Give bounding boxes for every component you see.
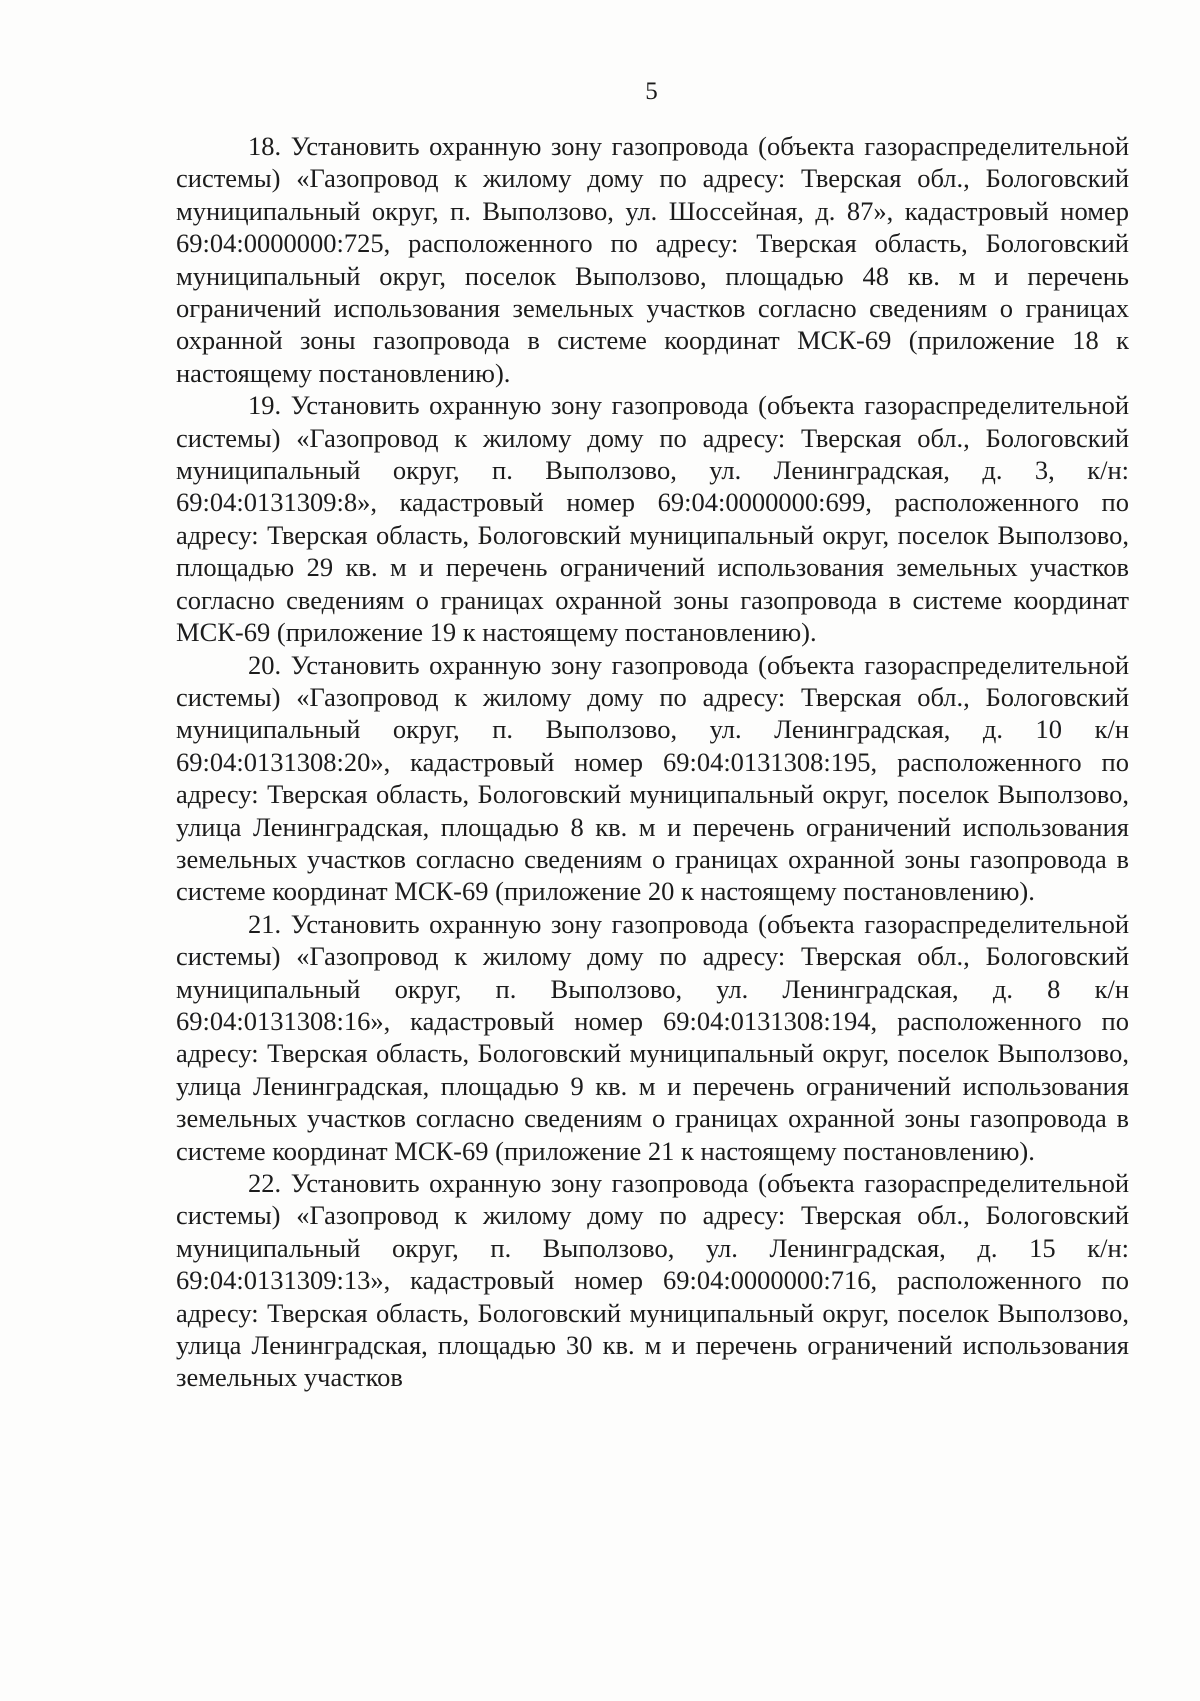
paragraph-19 — [176, 389, 1129, 648]
paragraph-18 — [176, 130, 1129, 389]
paragraph-number: 20. — [248, 649, 282, 680]
paragraph-text: Установить охранную зону газопровода (объекта газораспределительной системы) «Газопровод к жилому дому по адресу: Тверская обл., Бологовский муниципальный округ, п. Выползово, ул. Ленинградская, д. 15 к/н: 69:04:0131309:13», кадастровый номер 69:04:0000000:716, расположенного по адресу: Тверская область, Бологовский муниципальный округ, поселок Выползово, улица Ленинградская, площадью 30 кв. м и перечень ограничений использования земельных участков — [176, 1168, 1130, 1393]
paragraph-text: Установить охранную зону газопровода (объекта газораспределительной системы) «Газопровод к жилому дому по адресу: Тверская обл., Бологовский муниципальный округ, п. Выползово, ул. Ленинградская, д. 8 к/н 69:04:0131308:16», кадастровый номер 69:04:0131308:194, расположенного по адресу: Тверская область, Бологовский муниципальный округ, поселок Выползово, улица Ленинградская, площадью 9 кв. м и перечень ограничений использования земельных участков согласно сведениям о границах охранной зоны газопровода в системе координат МСК-69 (приложение 21 к настоящему постановлению). — [176, 908, 1130, 1166]
paragraph-number: 22. — [248, 1168, 282, 1198]
paragraph-21 — [176, 908, 1129, 1167]
document-body — [176, 130, 1129, 1394]
paragraph-text: Установить охранную зону газопровода (объекта газораспределительной системы) «Газопровод к жилому дому по адресу: Тверская обл., Бологовский муниципальный округ, п. Выползово, ул. Ленинградская, д. 3, к/н: 69:04:0131309:8», кадастровый номер 69:04:0000000:699, расположенного по адресу: Тверская область, Бологовский муниципальный округ, поселок Выползово, площадью 29 кв. м и перечень ограничений использования земельных участков согласно сведениям о границах охранной зоны газопровода в системе координат МСК-69 (приложение 19 к настоящему постановлению). — [176, 390, 1130, 648]
paragraph-text: Установить охранную зону газопровода (объекта газораспределительной системы) «Газопровод к жилому дому по адресу: Тверская обл., Бологовский муниципальный округ, п. Выползово, ул. Шоссейная, д. 87», кадастровый номер 69:04:0000000:725, расположенного по адресу: Тверская область, Бологовский муниципальный округ, поселок Выползово, площадью 48 кв. м и перечень ограничений использования земельных участков согласно сведениям о границах охранной зоны газопровода в системе координат МСК-69 (приложение 18 к настоящему постановлению). — [176, 131, 1130, 388]
paragraph-text: Установить охранную зону газопровода (объекта газораспределительной системы) «Газопровод к жилому дому по адресу: Тверская обл., Бологовский муниципальный округ, п. Выползово, ул. Ленинградская, д. 10 к/н 69:04:0131308:20», кадастровый номер 69:04:0131308:195, расположенного по адресу: Тверская область, Бологовский муниципальный округ, поселок Выползово, улица Ленинградская, площадью 8 кв. м и перечень ограничений использования земельных участков согласно сведениям о границах охранной зоны газопровода в системе координат МСК-69 (приложение 20 к настоящему постановлению). — [176, 649, 1130, 907]
paragraph-22 — [176, 1167, 1129, 1394]
paragraph-20 — [176, 649, 1129, 908]
paragraph-number: 19. — [248, 390, 282, 421]
page-number: 5 — [645, 78, 658, 105]
paragraph-number: 21. — [248, 908, 282, 939]
paragraph-number: 18. — [248, 131, 282, 161]
